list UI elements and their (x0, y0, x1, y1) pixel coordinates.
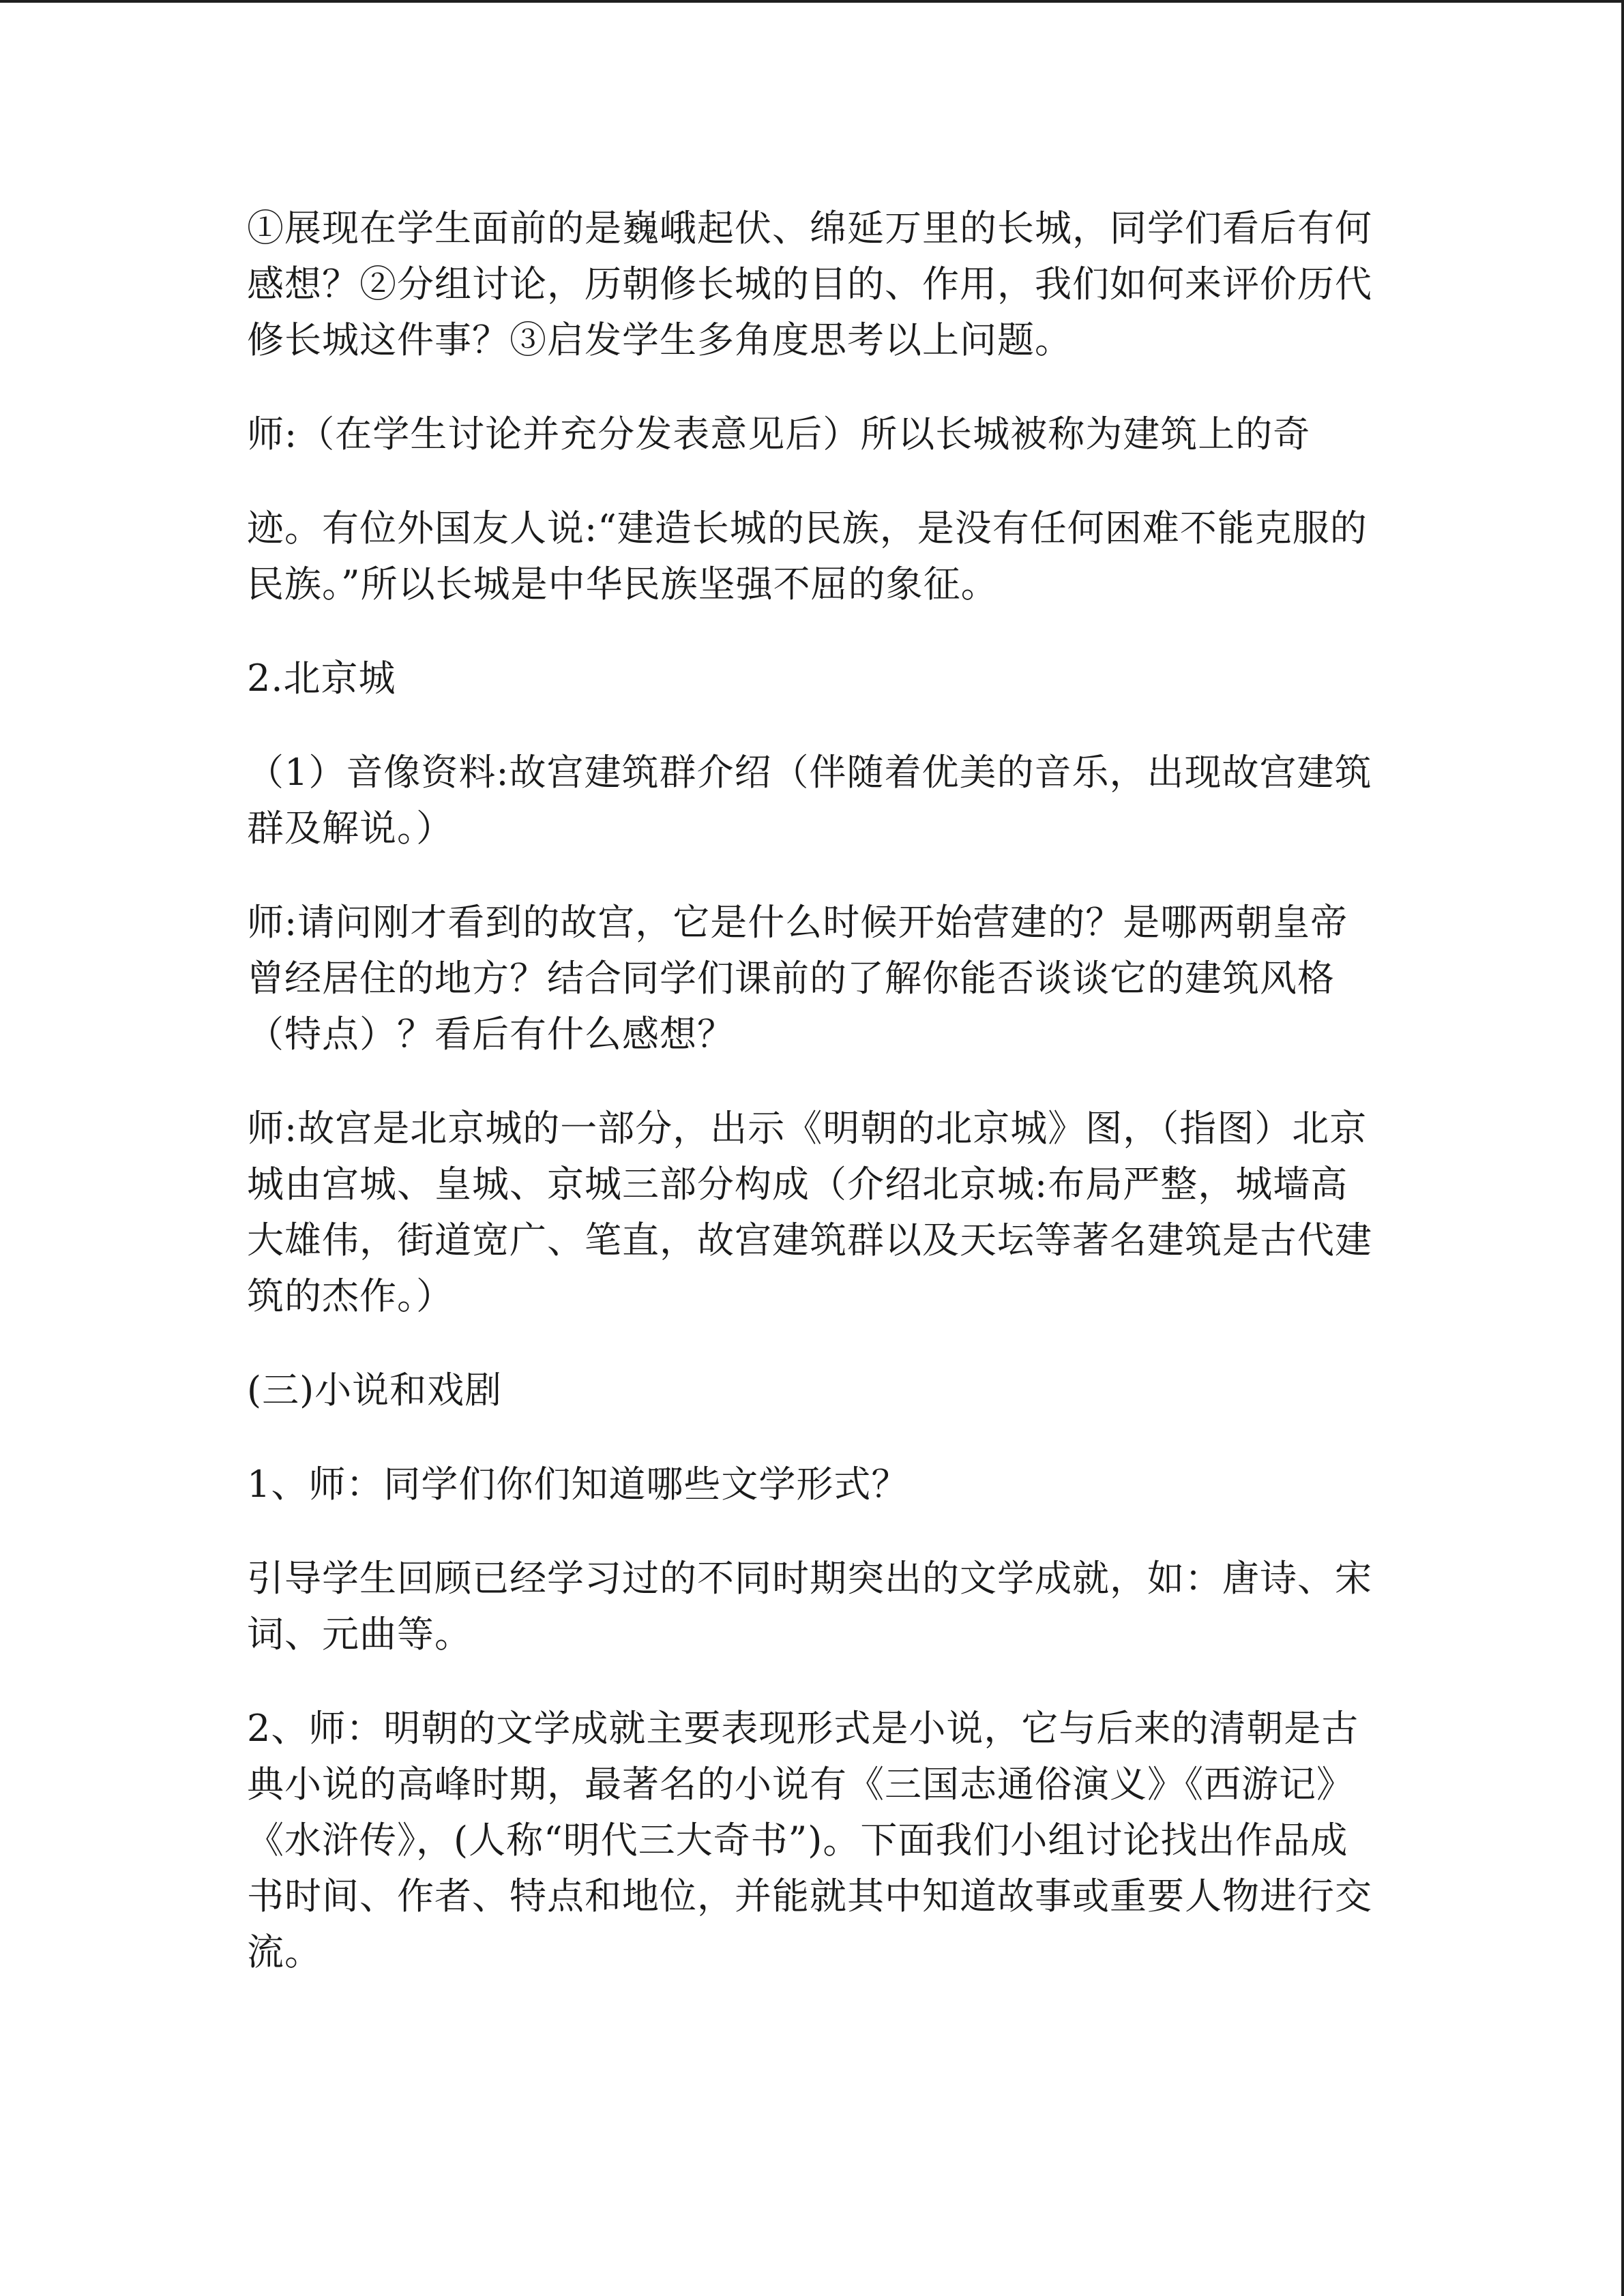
heading-novels-drama: (三)小说和戏剧 (247, 1369, 503, 1412)
paragraph-teacher-wonder: 师:（在学生讨论并充分发表意见后）所以长城被称为建筑上的奇 (247, 413, 1311, 456)
paragraph-review-achievements: 引导学生回顾已经学习过的不同时期突出的文学成就，如：唐诗、宋词、元曲等。 (247, 1557, 1372, 1656)
paragraph-forbidden-city-questions: 师:请问刚才看到的故宫，它是什么时候开始营建的？是哪两朝皇帝曾经居住的地方？结合同学们课前的了解你能否谈谈它的建筑风格（特点）？看后有什么感想？ (247, 901, 1348, 1056)
paragraph-wall-symbol: 迹。有位外国友人说:“建造长城的民族，是没有任何困难不能克服的民族。”所以长城是中华民族坚强不屈的象征。 (247, 507, 1368, 606)
paragraph-literary-forms: 1、师：同学们你们知道哪些文学形式？ (247, 1463, 909, 1506)
paragraph-video-material: （1）音像资料:故宫建筑群介绍（伴随着优美的音乐，出现故宫建筑群及解说。） (247, 751, 1372, 850)
paragraph-beijing-map: 师:故宫是北京城的一部分，出示《明朝的北京城》图，（指图）北京城由宫城、皇城、京城三部分构成（介绍北京城:布局严整，城墙高大雄伟，街道宽广、笔直，故宫建筑群以及天坛等著名建筑是古代建筑的杰作。） (247, 1107, 1372, 1317)
paragraph-ming-novels: 2、师：明朝的文学成就主要表现形式是小说，它与后来的清朝是古典小说的高峰时期，最著名的小说有《三国志通俗演义》《西游记》《水浒传》，(人称“明代三大奇书”)。下面我们小组讨论找出作品成书时间、作者、特点和地位，并能就其中知道故事或重要人物进行交流。 (247, 1707, 1372, 1973)
document-body (247, 200, 1379, 2018)
paragraph-great-wall-questions: ①展现在学生面前的是巍峨起伏、绵延万里的长城，同学们看后有何感想？②分组讨论，历朝修长城的目的、作用，我们如何来评价历代修长城这件事？③启发学生多角度思考以上问题。 (247, 207, 1372, 361)
heading-beijing-city: 2.北京城 (247, 657, 396, 700)
